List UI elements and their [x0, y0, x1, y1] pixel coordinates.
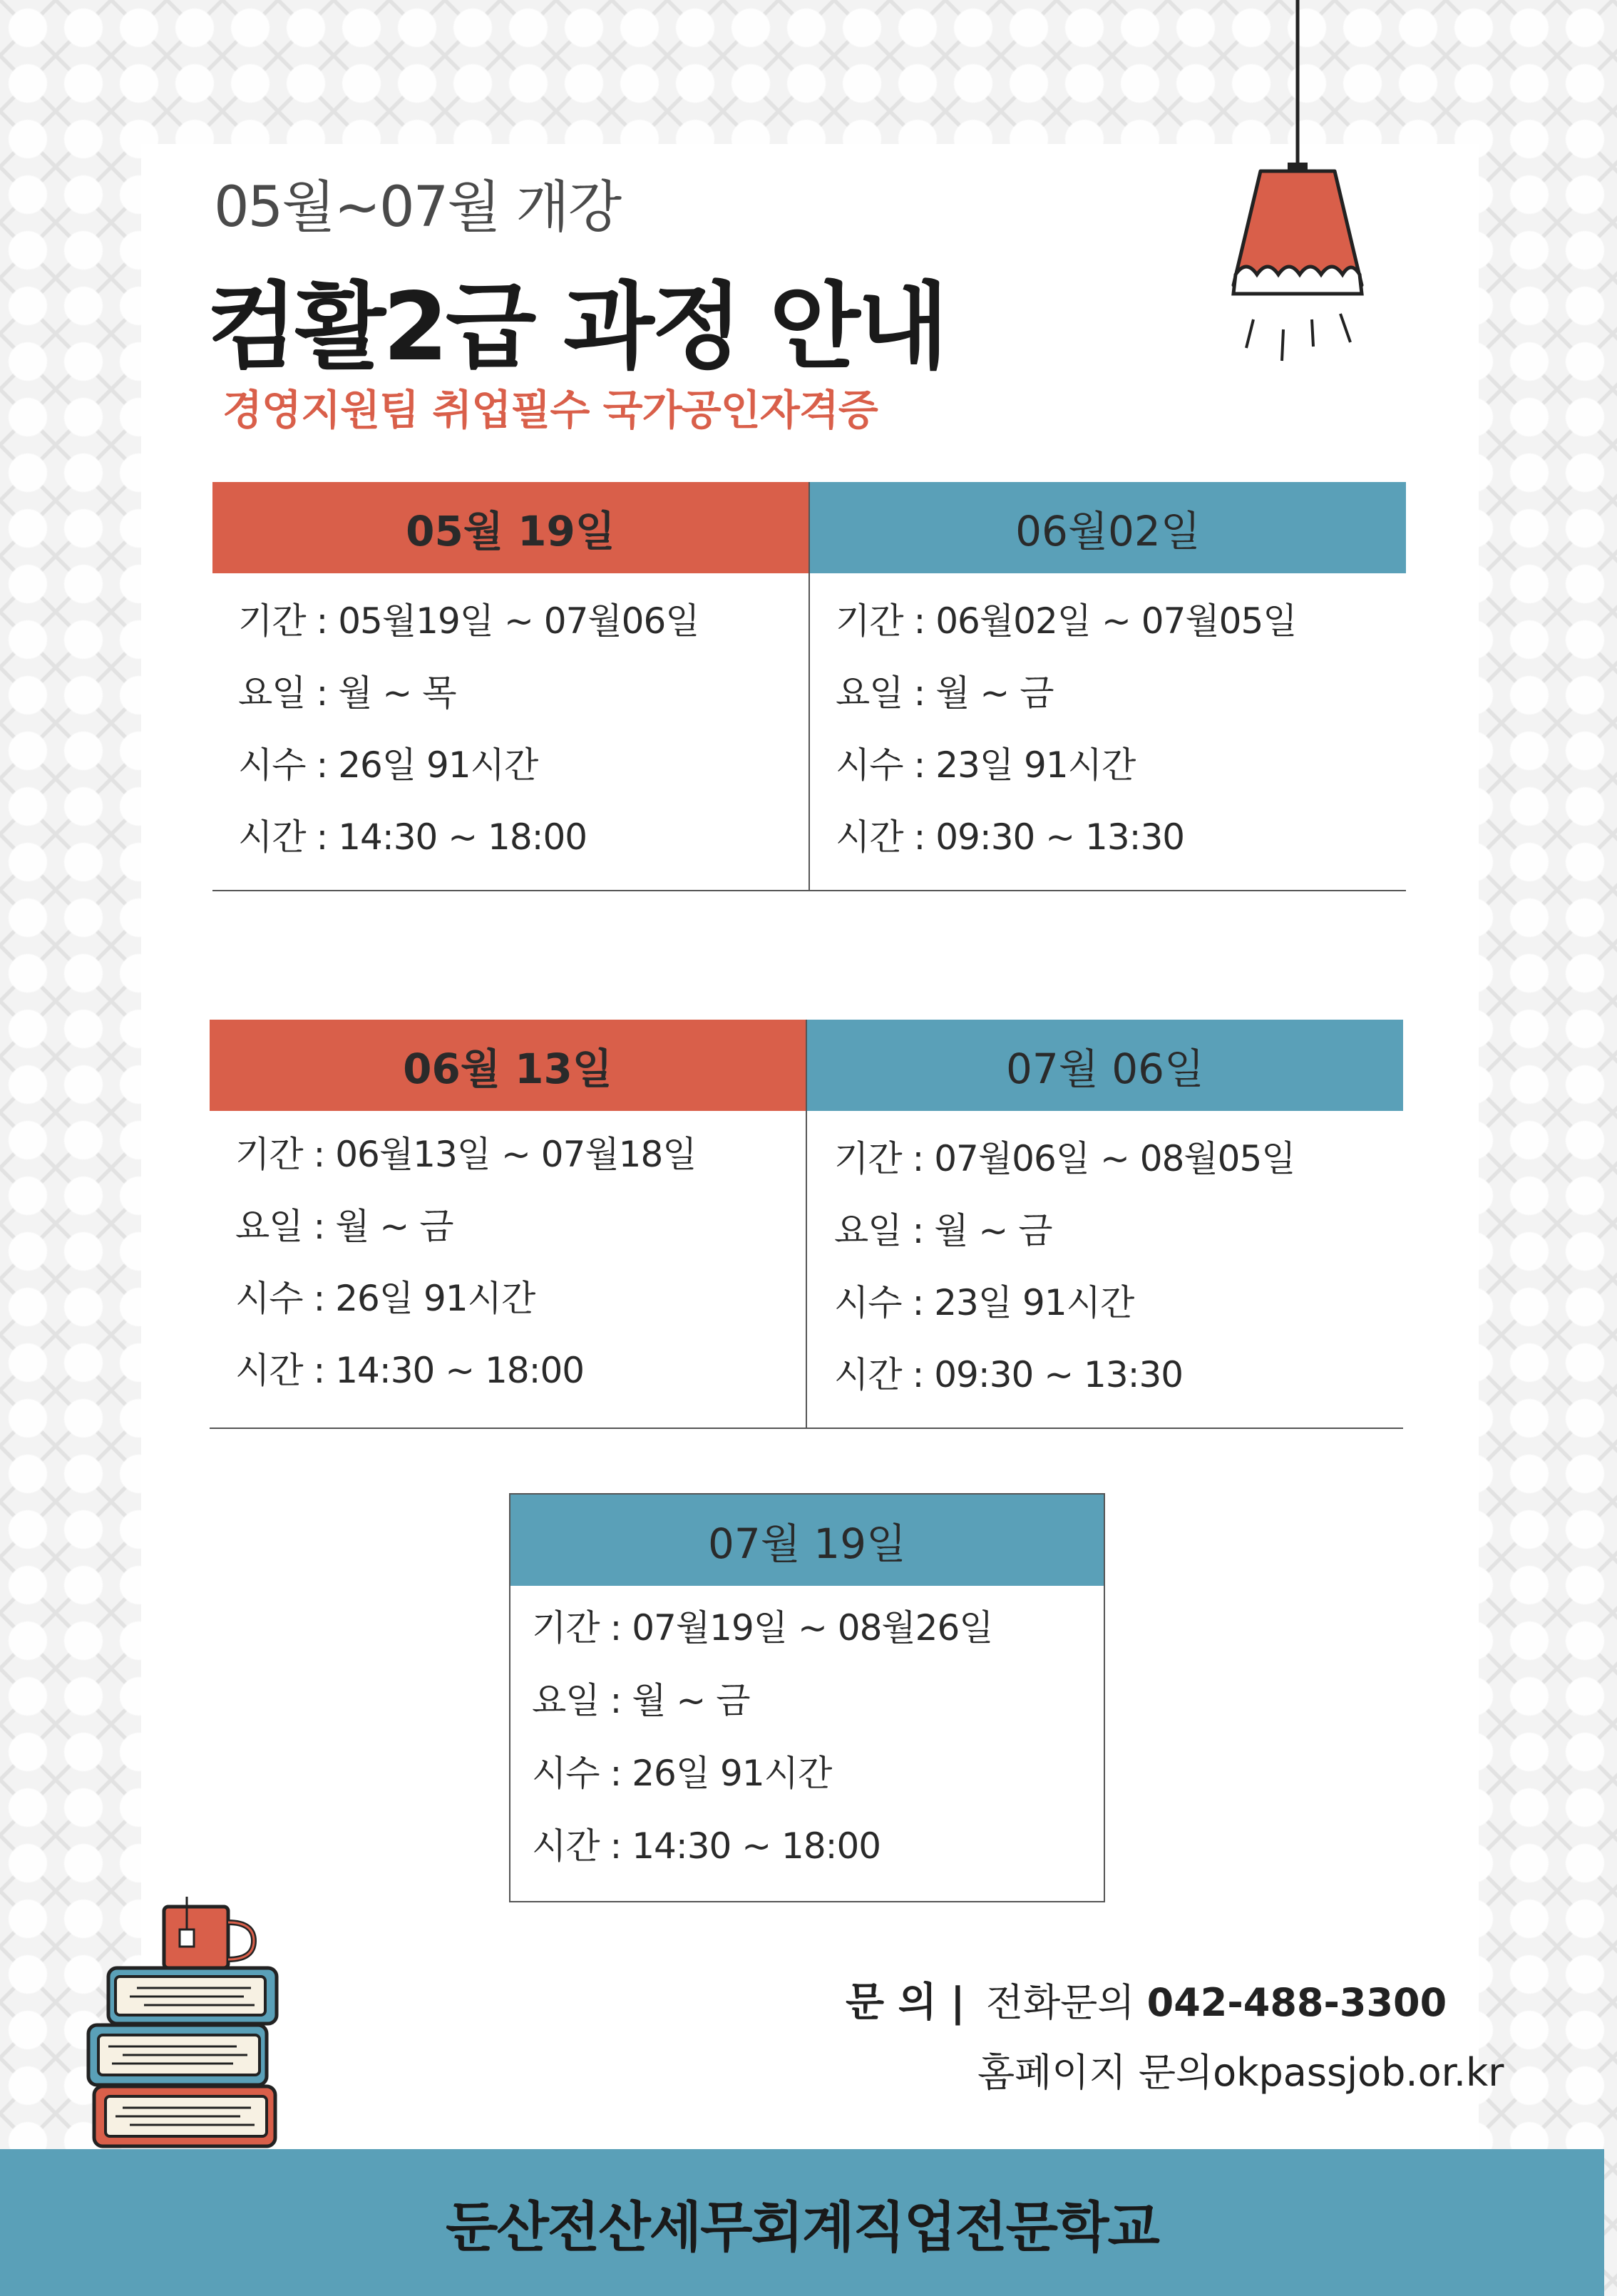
schedule-hours: 시수 : 26일 91시간 [532, 1753, 832, 1794]
schedule-time: 시간 : 14:30 ~ 18:00 [235, 1350, 585, 1391]
phone-number[interactable]: 042-488-3300 [1146, 1980, 1447, 2025]
schedule-days: 요일 : 월 ~ 금 [836, 672, 1054, 714]
schedule-time: 시간 : 14:30 ~ 18:00 [238, 816, 587, 858]
schedule-period: 기간 : 07월19일 ~ 08월26일 [532, 1607, 993, 1649]
schedule-days: 요일 : 월 ~ 목 [238, 672, 456, 714]
contact-label: 문 의 | [846, 1979, 965, 2026]
phone-label: 전화문의 [985, 1980, 1135, 2025]
pendant-lamp-icon [1212, 0, 1383, 385]
contact-info [846, 1971, 1504, 2097]
schedule-date: 07월 19일 [510, 1495, 1104, 1586]
schedule-hours: 시수 : 26일 91시간 [235, 1278, 535, 1319]
schedule-time: 시간 : 09:30 ~ 13:30 [834, 1354, 1184, 1395]
schedule-days: 요일 : 월 ~ 금 [235, 1206, 453, 1247]
web-label: 홈페이지 문의 [977, 2050, 1213, 2095]
schedule-period: 기간 : 06월02일 ~ 07월05일 [836, 600, 1297, 642]
schedule-card-4 [806, 1020, 1403, 1429]
schedule-date: 06월 13일 [210, 1020, 806, 1111]
schedule-hours: 시수 : 26일 91시간 [238, 744, 538, 786]
schedule-card-5 [509, 1493, 1105, 1902]
schedule-date: 06월02일 [810, 482, 1406, 573]
schedule-card-3 [210, 1020, 806, 1429]
schedule-days: 요일 : 월 ~ 금 [532, 1680, 750, 1721]
school-name: 둔산전산세무회계직업전문학교 [446, 2195, 1159, 2259]
schedule-time: 시간 : 09:30 ~ 13:30 [836, 816, 1185, 858]
schedule-period: 기간 : 05월19일 ~ 07월06일 [238, 600, 699, 642]
schedule-hours: 시수 : 23일 91시간 [836, 744, 1136, 786]
schedule-card-1 [212, 482, 808, 891]
footer-bar [0, 2149, 1604, 2296]
schedule-date: 05월 19일 [212, 482, 808, 573]
schedule-hours: 시수 : 23일 91시간 [834, 1282, 1134, 1323]
website-link[interactable]: okpassjob.or.kr [1213, 2050, 1504, 2095]
page-title: 컴활2급 과정 안내 [207, 272, 946, 382]
schedule-date: 07월 06일 [807, 1020, 1403, 1111]
book-stack-mug-icon [80, 1897, 294, 2161]
opening-period: 05월~07월 개강 [214, 175, 621, 240]
schedule-time: 시간 : 14:30 ~ 18:00 [532, 1825, 881, 1867]
schedule-period: 기간 : 06월13일 ~ 07월18일 [235, 1134, 697, 1175]
schedule-days: 요일 : 월 ~ 금 [834, 1210, 1052, 1251]
schedule-period: 기간 : 07월06일 ~ 08월05일 [834, 1138, 1295, 1179]
tagline: 경영지원팀 취업필수 국가공인자격증 [222, 386, 878, 434]
schedule-card-2 [808, 482, 1406, 891]
